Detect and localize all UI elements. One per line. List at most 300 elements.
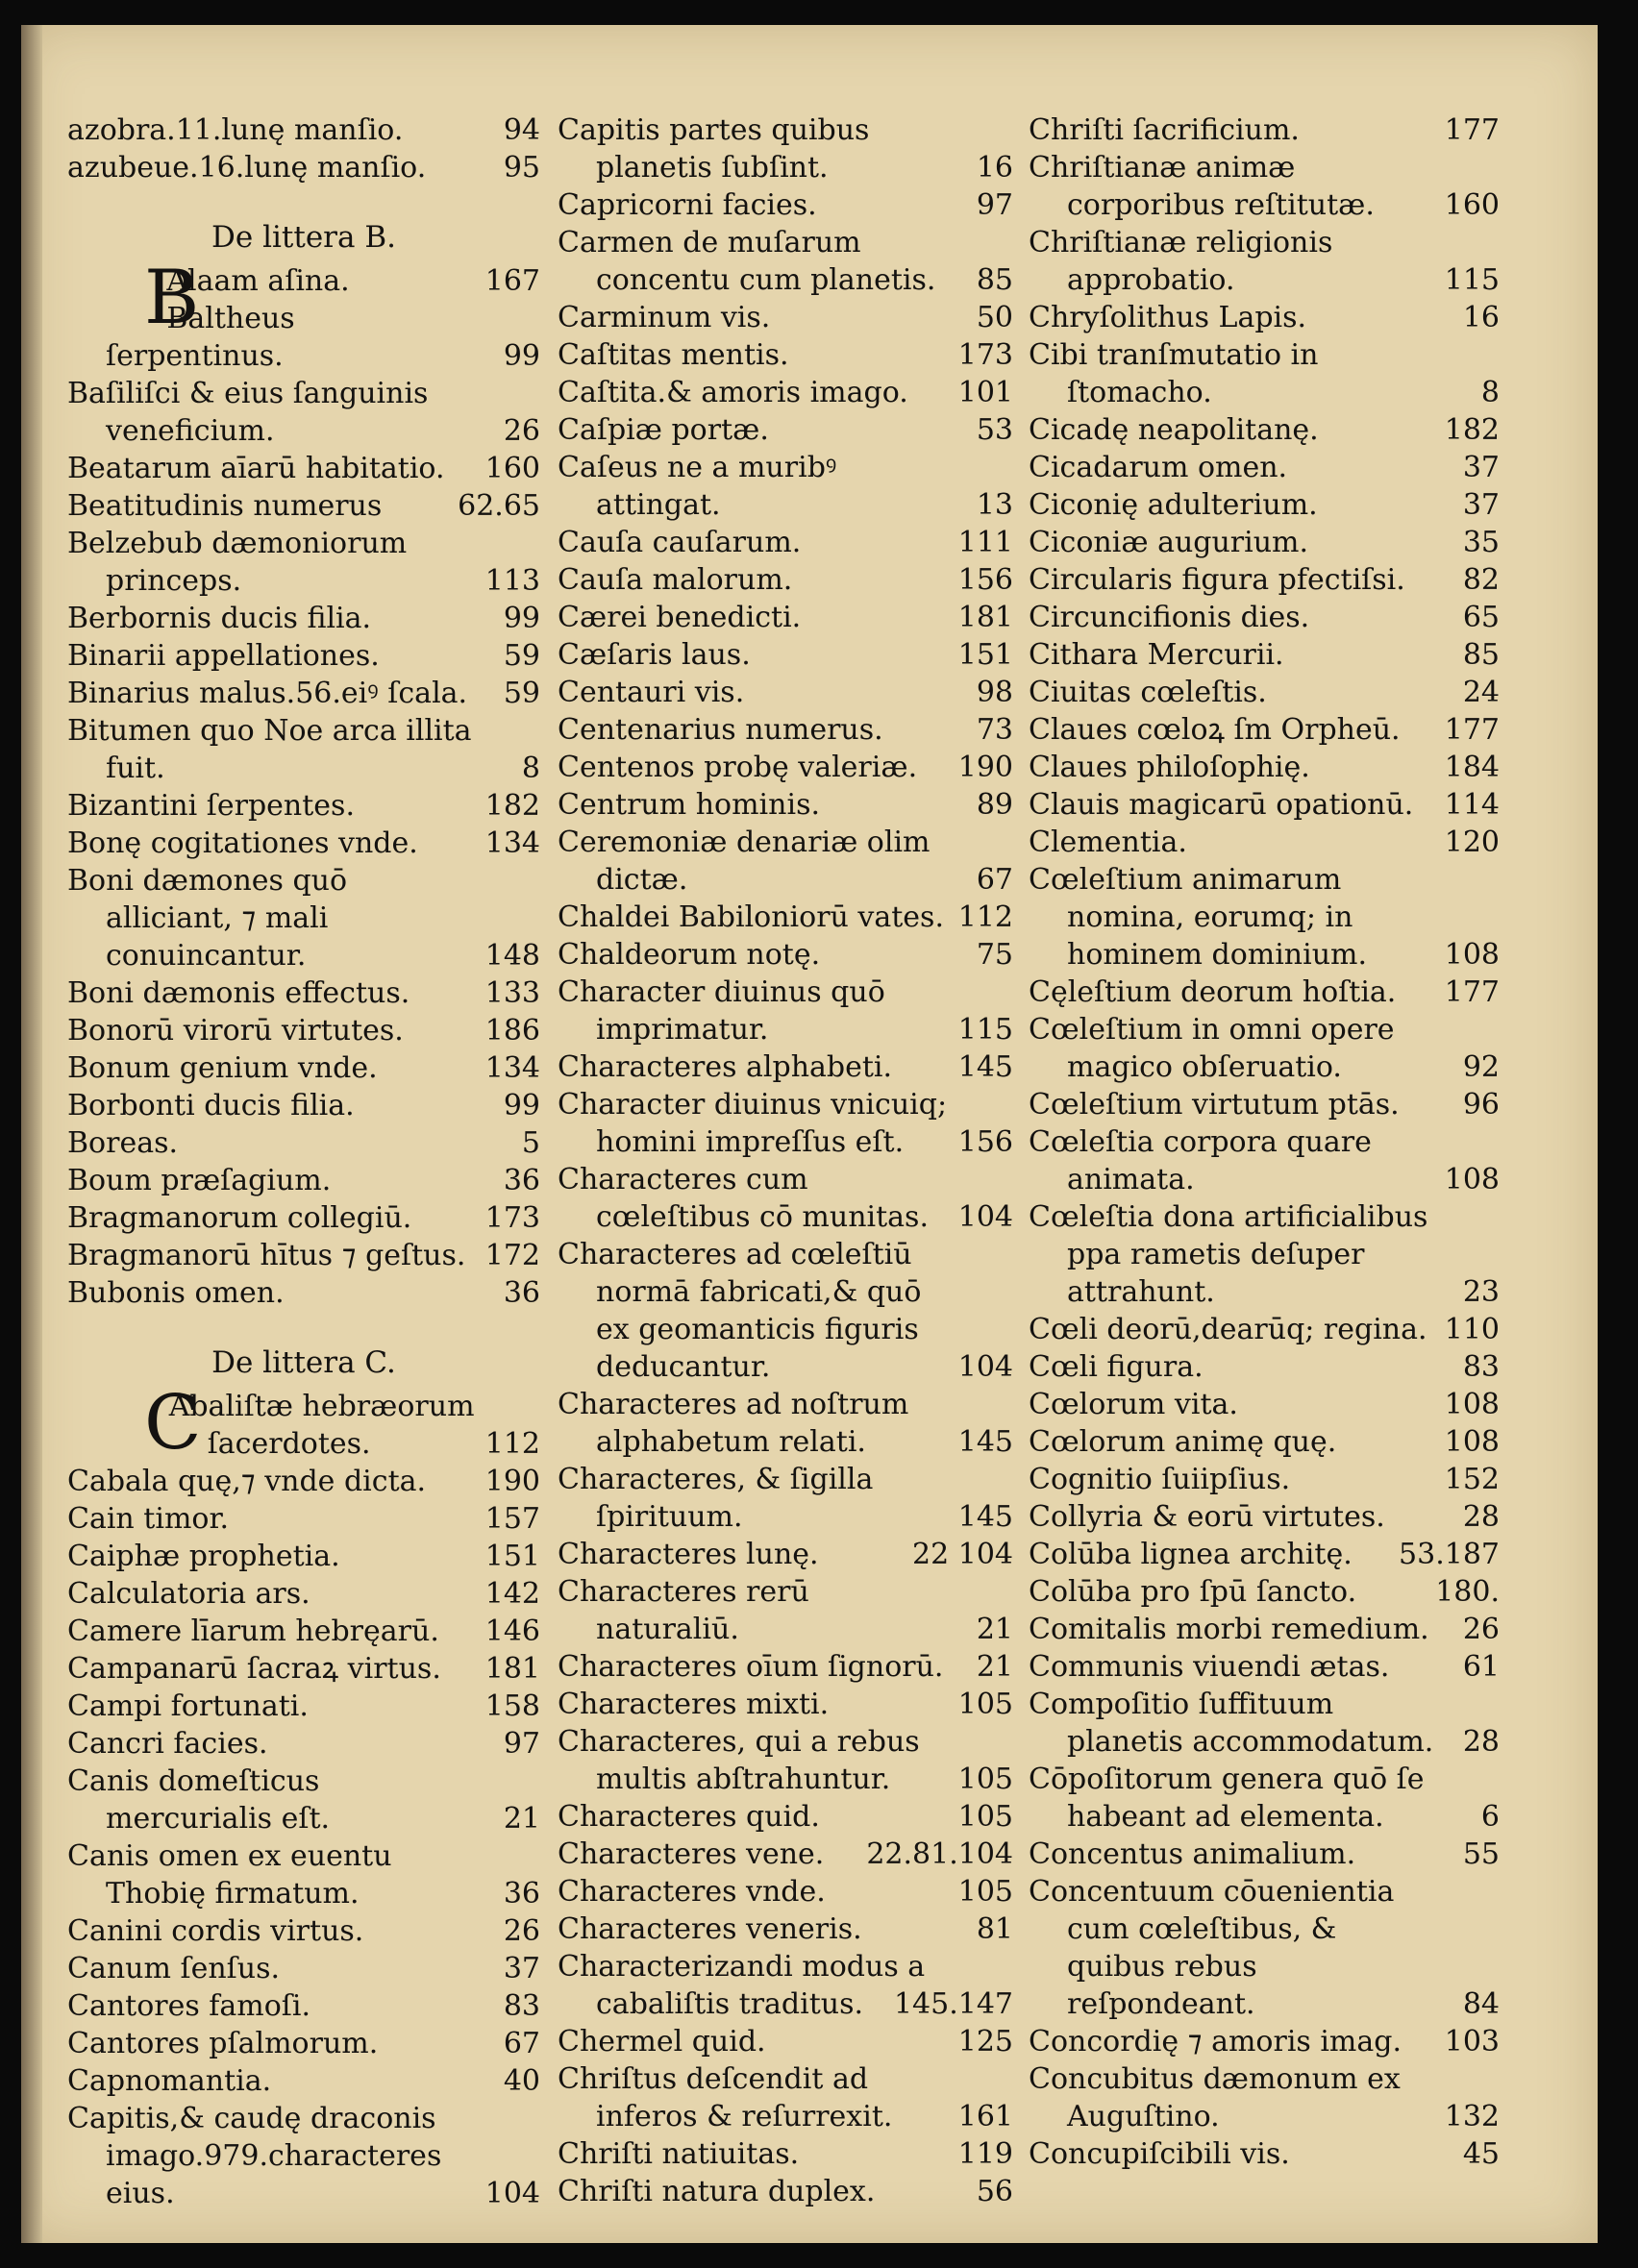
book-page bbox=[21, 25, 1598, 2243]
index-entry bbox=[1029, 1123, 1500, 1198]
entry-text: Boni dæmonis effectus. bbox=[67, 976, 410, 1010]
entry-text: Cœleſtia dona artificialibus ppa rametis deſuper attrahunt. bbox=[1029, 1200, 1428, 1309]
index-entry bbox=[558, 1573, 1013, 1648]
entry-text: Bonum genium vnde. bbox=[67, 1051, 378, 1085]
page-number: 182 bbox=[484, 789, 540, 823]
entry-text: Compoſitio ſuffituum planetis accommodatum. bbox=[1029, 1688, 1434, 1759]
entry-text: Cancri facies. bbox=[67, 1727, 268, 1761]
entry-text: Character diuinus vnicuiq; homini impreſſus eſt. bbox=[558, 1088, 948, 1159]
page-number: 99 bbox=[503, 339, 540, 373]
index-entry bbox=[1029, 486, 1500, 524]
index-entry bbox=[67, 1763, 540, 1837]
page-number: 26 bbox=[1462, 1613, 1500, 1646]
entry-text: Centenarius numerus. bbox=[558, 713, 883, 747]
index-entry bbox=[558, 711, 1013, 749]
index-entry bbox=[1029, 1573, 1500, 1611]
page-number: 108 bbox=[1444, 1425, 1500, 1459]
page-number: 21 bbox=[976, 1650, 1013, 1684]
entry-text: Cœleſtia corpora quare animata. bbox=[1029, 1125, 1372, 1196]
page-number: 83 bbox=[503, 1989, 540, 2023]
entry-text: Chaldeorum notę. bbox=[558, 938, 821, 972]
entry-text: Chriſtianæ animæ corporibus reſtitutæ. bbox=[1029, 151, 1375, 222]
index-entry bbox=[67, 1613, 540, 1650]
index-entry bbox=[558, 1386, 1013, 1461]
index-entry bbox=[67, 712, 540, 787]
page-number: 142 bbox=[484, 1577, 540, 1611]
index-entry bbox=[558, 1161, 1013, 1236]
index-entry bbox=[1029, 1423, 1500, 1461]
page-number: 37 bbox=[503, 1952, 540, 1985]
page-number: 112 bbox=[957, 900, 1013, 934]
index-entry bbox=[1029, 1086, 1500, 1123]
index-entry bbox=[558, 411, 1013, 449]
page-number: 50 bbox=[976, 301, 1013, 334]
entry-text: Cain timor. bbox=[67, 1502, 230, 1536]
page-number: 97 bbox=[976, 188, 1013, 222]
index-entry bbox=[1029, 1611, 1500, 1648]
entry-text: Chriſti natiuitas. bbox=[558, 2137, 800, 2171]
page-number: 8 bbox=[1480, 376, 1500, 409]
page-number: 151 bbox=[957, 638, 1013, 672]
entry-text: Bonę cogitationes vnde. bbox=[67, 826, 418, 860]
index-entry bbox=[67, 1950, 540, 1987]
entry-text: Characteres alphabeti. bbox=[558, 1050, 893, 1084]
index-entry bbox=[558, 749, 1013, 786]
page-number: 104 bbox=[957, 1200, 1013, 1234]
entry-text: Ciconiæ augurium. bbox=[1029, 526, 1309, 559]
entry-text: Binarii appellationes. bbox=[67, 639, 380, 673]
entry-text: Bizantini ſerpentes. bbox=[67, 789, 355, 823]
page-number: 177 bbox=[1444, 713, 1500, 747]
page-number: 26 bbox=[503, 414, 540, 448]
entry-text: Chaldei Babiloniorū vates. bbox=[558, 900, 944, 934]
entry-text: Cœlorum animę quę. bbox=[1029, 1425, 1337, 1459]
entry-text: Characteres vnde. bbox=[558, 1875, 826, 1909]
entry-text: Cantores pſalmorum. bbox=[67, 2027, 379, 2060]
index-entry bbox=[67, 111, 540, 149]
page-number: 133 bbox=[484, 976, 540, 1010]
entry-text: Carmen de muſarum concentu cum planetis. bbox=[558, 226, 936, 297]
page-number: 83 bbox=[1462, 1350, 1500, 1384]
entry-text: Communis viuendi ætas. bbox=[1029, 1650, 1390, 1684]
section-heading: De littera B. bbox=[211, 220, 396, 255]
entry-text: Centenos probę valeriæ. bbox=[558, 751, 918, 784]
page-number: 75 bbox=[976, 938, 1013, 972]
page-number: 101 bbox=[957, 376, 1013, 409]
index-entry bbox=[67, 1538, 540, 1575]
index-entry bbox=[67, 1237, 540, 1274]
index-entry bbox=[558, 786, 1013, 824]
page-number: 104 bbox=[484, 2177, 540, 2210]
page-number: 114 bbox=[1444, 788, 1500, 822]
entry-text: Binarius malus.56.eiꝰ ſcala. bbox=[67, 677, 468, 710]
page-number: 94 bbox=[503, 113, 540, 147]
index-column-1 bbox=[67, 111, 540, 2212]
index-entry bbox=[67, 149, 540, 186]
index-entry bbox=[558, 2023, 1013, 2060]
index-entry bbox=[67, 787, 540, 825]
page-number: 61 bbox=[1462, 1650, 1500, 1684]
page-number: 36 bbox=[503, 1276, 540, 1310]
index-entry bbox=[67, 375, 540, 450]
entry-text: Ciuitas cœleſtis. bbox=[1029, 676, 1267, 709]
index-entry bbox=[558, 1873, 1013, 1911]
entry-text: Characteres quid. bbox=[558, 1800, 820, 1834]
entry-text: Characteres lunę. bbox=[558, 1538, 819, 1571]
index-entry bbox=[1029, 1311, 1500, 1348]
page-number: 151 bbox=[484, 1540, 540, 1573]
book-spine bbox=[21, 25, 42, 2243]
entry-text: Bitumen quo Noe arca illita fuit. bbox=[67, 714, 472, 785]
index-entry bbox=[67, 300, 540, 375]
index-entry bbox=[558, 299, 1013, 336]
page-number: 16 bbox=[1462, 301, 1500, 334]
entry-text: Concordię ⁊ amoris imag. bbox=[1029, 2025, 1402, 2058]
page-number: 181 bbox=[957, 601, 1013, 634]
index-entry bbox=[558, 336, 1013, 374]
page-number: 62.65 bbox=[458, 489, 540, 523]
index-entry bbox=[558, 111, 1013, 186]
entry-text: Canum ſenſus. bbox=[67, 1952, 281, 1985]
page-number: 108 bbox=[1444, 1163, 1500, 1196]
index-entry bbox=[1029, 336, 1500, 411]
entry-text: Cauſa cauſarum. bbox=[558, 526, 802, 559]
index-column-2 bbox=[558, 111, 1013, 2210]
index-entry bbox=[1029, 786, 1500, 824]
index-entry bbox=[558, 1686, 1013, 1723]
entry-text: Bubonis omen. bbox=[67, 1276, 285, 1310]
entry-text: Concupiſcibili vis. bbox=[1029, 2137, 1290, 2171]
entry-text: Ciconię adulterium. bbox=[1029, 488, 1318, 522]
index-entry bbox=[1029, 861, 1500, 974]
page-number: 160 bbox=[484, 452, 540, 485]
page-number: 55 bbox=[1462, 1837, 1500, 1871]
entry-text: Chriſtianæ religionis approbatio. bbox=[1029, 226, 1333, 297]
index-entry bbox=[1029, 1011, 1500, 1086]
entry-text: Centrum hominis. bbox=[558, 788, 821, 822]
page-number: 167 bbox=[484, 264, 540, 298]
page-number: 173 bbox=[484, 1201, 540, 1235]
page-number: 132 bbox=[1444, 2100, 1500, 2133]
entry-text: Caiphæ prophetia. bbox=[67, 1540, 340, 1573]
page-number: 145 bbox=[957, 1500, 1013, 1534]
index-entry bbox=[1029, 1761, 1500, 1836]
entry-text: Cithara Mercurii. bbox=[1029, 638, 1284, 672]
index-entry bbox=[1029, 599, 1500, 636]
index-entry bbox=[1029, 561, 1500, 599]
page-number: 103 bbox=[1444, 2025, 1500, 2058]
page-number: 26 bbox=[503, 1914, 540, 1948]
index-entry bbox=[67, 1500, 540, 1538]
index-entry bbox=[67, 1837, 540, 1912]
page-number: 172 bbox=[484, 1239, 540, 1272]
index-entry bbox=[558, 636, 1013, 674]
page-number: 21 bbox=[503, 1802, 540, 1836]
page-number: 24 bbox=[1462, 676, 1500, 709]
entry-text: Collyria & eorū virtutes. bbox=[1029, 1500, 1385, 1534]
entry-text: Concentuum cōuenientia cum cœleſtibus, & quibus rebus reſpondeant. bbox=[1029, 1875, 1395, 2021]
page-number: 92 bbox=[1462, 1050, 1500, 1084]
entry-text: Canis omen ex euentu Thobię firmatum. bbox=[67, 1839, 392, 1911]
entry-text: Alaam aſina. bbox=[166, 264, 350, 298]
index-entry bbox=[1029, 1386, 1500, 1423]
entry-text: Cicadę neapolitanę. bbox=[1029, 413, 1319, 447]
entry-text: Cœleſtium virtutum ptās. bbox=[1029, 1088, 1400, 1122]
entry-text: Baltheus ſerpentinus. bbox=[106, 302, 295, 373]
index-entry bbox=[558, 899, 1013, 936]
drop-cap: B bbox=[144, 255, 200, 341]
index-entry bbox=[1029, 1836, 1500, 1873]
page-number: 65 bbox=[1462, 601, 1500, 634]
index-entry bbox=[67, 1049, 540, 1087]
entry-text: Circularis figura pfectiſsi. bbox=[1029, 563, 1405, 597]
page-number: 184 bbox=[1444, 751, 1500, 784]
page-number: 99 bbox=[503, 602, 540, 635]
index-entry bbox=[67, 1650, 540, 1688]
entry-text: Concentus animalium. bbox=[1029, 1837, 1356, 1871]
entry-text: Characteres cum cœleſtibus cō munitas. bbox=[558, 1163, 929, 1234]
page-number: 36 bbox=[503, 1164, 540, 1197]
index-entry bbox=[558, 1798, 1013, 1836]
page-number: 115 bbox=[1444, 263, 1500, 297]
index-entry bbox=[558, 2135, 1013, 2173]
page-number: 81 bbox=[976, 1912, 1013, 1946]
page-number: 158 bbox=[484, 1689, 540, 1723]
index-entry bbox=[67, 1087, 540, 1124]
page-number: 108 bbox=[1444, 938, 1500, 972]
page-number: 16 bbox=[976, 151, 1013, 185]
page-number: 182 bbox=[1444, 413, 1500, 447]
index-entry bbox=[558, 374, 1013, 411]
index-entry bbox=[558, 1911, 1013, 1948]
page-number: 45 bbox=[1462, 2137, 1500, 2171]
entry-text: Boum præſagium. bbox=[67, 1164, 332, 1197]
index-entry bbox=[67, 1380, 540, 1467]
entry-text: Cicadarum omen. bbox=[1029, 451, 1288, 484]
entry-text: Bragmanorū hītus ⁊ geſtus. bbox=[67, 1239, 466, 1272]
index-entry bbox=[67, 2062, 540, 2100]
page-number: 40 bbox=[503, 2064, 540, 2098]
index-entry bbox=[558, 224, 1013, 299]
index-entry bbox=[1029, 299, 1500, 336]
index-entry bbox=[1029, 974, 1500, 1011]
page-number: 156 bbox=[957, 1125, 1013, 1159]
entry-text: Chriſtus deſcendit ad inferos & reſurrexit. bbox=[558, 2062, 893, 2133]
page-number: 186 bbox=[484, 1014, 540, 1048]
entry-text: Caſeus ne a muribꝰ attingat. bbox=[558, 451, 837, 522]
page-number: 134 bbox=[484, 1051, 540, 1085]
entry-text: Cibi tranſmutatio in ſtomacho. bbox=[1029, 338, 1319, 409]
index-entry bbox=[67, 2100, 540, 2212]
page-number: 37 bbox=[1462, 451, 1500, 484]
entry-text: Centauri vis. bbox=[558, 676, 745, 709]
index-entry bbox=[558, 974, 1013, 1048]
index-entry bbox=[67, 1274, 540, 1312]
entry-text: Canini cordis virtus. bbox=[67, 1914, 364, 1948]
page-number: 108 bbox=[1444, 1388, 1500, 1421]
index-entry bbox=[1029, 1198, 1500, 1311]
entry-text: Claues philoſophię. bbox=[1029, 751, 1310, 784]
entry-text: Cæſaris laus. bbox=[558, 638, 751, 672]
page-number: 134 bbox=[484, 826, 540, 860]
page-number: 120 bbox=[1444, 826, 1500, 859]
page-number: 105 bbox=[957, 1875, 1013, 1909]
page-number: 104 bbox=[957, 1350, 1013, 1384]
index-entry bbox=[67, 1199, 540, 1237]
page-number: 173 bbox=[957, 338, 1013, 372]
entry-text: Chriſti natura duplex. bbox=[558, 2175, 876, 2208]
entry-text: Caſtita.& amoris imago. bbox=[558, 376, 908, 409]
page-number: 99 bbox=[503, 1089, 540, 1122]
index-entry bbox=[558, 1836, 1013, 1873]
entry-text: Cantores famoſi. bbox=[67, 1989, 311, 2023]
page-number: 59 bbox=[503, 639, 540, 673]
page-number: 156 bbox=[957, 563, 1013, 597]
page-number: 105 bbox=[957, 1763, 1013, 1796]
entry-text: Bonorū virorū virtutes. bbox=[67, 1014, 404, 1048]
page-number: 5 bbox=[521, 1126, 540, 1160]
entry-text: Cœli figura. bbox=[1029, 1350, 1204, 1384]
entry-text: azobra.11.lunę manſio. bbox=[67, 113, 404, 147]
index-entry bbox=[1029, 524, 1500, 561]
index-entry bbox=[558, 2173, 1013, 2210]
index-entry bbox=[1029, 411, 1500, 449]
entry-text: Chermel quid. bbox=[558, 2025, 766, 2058]
entry-text: Characteres vene. bbox=[558, 1837, 825, 1871]
entry-text: Cœleſtium animarum nomina, eorumq; in hominem dominium. bbox=[1029, 863, 1368, 972]
page-number: 113 bbox=[484, 564, 540, 598]
entry-text: Beatarum aīarū habitatio. bbox=[67, 452, 445, 485]
page-number: 152 bbox=[1444, 1463, 1500, 1496]
page-number: 160 bbox=[1444, 188, 1500, 222]
page-number: 6 bbox=[1480, 1800, 1500, 1834]
entry-text: Characteres rerū naturaliū. bbox=[558, 1575, 809, 1646]
index-entry bbox=[67, 487, 540, 525]
index-entry bbox=[1029, 449, 1500, 486]
index-entry bbox=[1029, 2060, 1500, 2135]
index-entry bbox=[67, 1987, 540, 2025]
entry-text: Chriſti ſacrificium. bbox=[1029, 113, 1300, 147]
entry-text: Cærei benedicti. bbox=[558, 601, 802, 634]
entry-text: Characteres oīum ſignorū. bbox=[558, 1650, 944, 1684]
entry-text: Cęleſtium deorum hoſtia. bbox=[1029, 975, 1397, 1009]
index-entry bbox=[558, 936, 1013, 974]
page-number: 105 bbox=[957, 1688, 1013, 1721]
entry-text: Campanarū ſacraꝝ virtus. bbox=[67, 1652, 441, 1686]
page-number: 145 bbox=[957, 1050, 1013, 1084]
index-entry bbox=[558, 449, 1013, 524]
index-entry bbox=[67, 1162, 540, 1199]
entry-text: Belzebub dæmoniorum princeps. bbox=[67, 527, 408, 598]
index-entry bbox=[67, 637, 540, 675]
index-entry bbox=[67, 1463, 540, 1500]
index-entry bbox=[558, 1048, 1013, 1086]
entry-text: Canis domeſticus mercurialis eſt. bbox=[67, 1764, 331, 1836]
index-entry bbox=[1029, 636, 1500, 674]
page-number: 181 bbox=[484, 1652, 540, 1686]
page-number: 21 bbox=[976, 1613, 1013, 1646]
page-number: 145.147 bbox=[893, 1987, 1013, 2021]
entry-text: Cœlorum vita. bbox=[1029, 1388, 1238, 1421]
index-entry bbox=[1029, 1348, 1500, 1386]
entry-text: Cœleſtium in omni opere magico obſeruatio. bbox=[1029, 1013, 1395, 1084]
entry-text: Capitis,& caudę draconis imago.979.characteres eius. bbox=[67, 2102, 442, 2210]
entry-text: Colūba pro ſpū ſancto. bbox=[1029, 1575, 1357, 1609]
index-entry bbox=[1029, 1461, 1500, 1498]
index-entry bbox=[67, 525, 540, 600]
entry-text: Characteres veneris. bbox=[558, 1912, 862, 1946]
page-number: 89 bbox=[976, 788, 1013, 822]
index-entry bbox=[558, 1648, 1013, 1686]
index-entry bbox=[558, 561, 1013, 599]
index-entry bbox=[67, 2025, 540, 2062]
entry-text: Caſpiæ portæ. bbox=[558, 413, 769, 447]
index-entry bbox=[1029, 111, 1500, 149]
index-entry bbox=[67, 600, 540, 637]
index-entry bbox=[558, 186, 1013, 224]
page-number: 190 bbox=[484, 1465, 540, 1498]
page-number: 59 bbox=[503, 677, 540, 710]
page-number: 8 bbox=[521, 752, 540, 785]
page-number: 161 bbox=[957, 2100, 1013, 2133]
index-entry bbox=[558, 1461, 1013, 1536]
entry-text: Cabala quę,⁊ vnde dicta. bbox=[67, 1465, 427, 1498]
page-number: 125 bbox=[957, 2025, 1013, 2058]
index-entry bbox=[67, 1575, 540, 1613]
entry-text: Characteres, qui a rebus multis abſtrahuntur. bbox=[558, 1725, 920, 1796]
page-number: 148 bbox=[484, 939, 540, 973]
entry-text: Capnomantia. bbox=[67, 2064, 272, 2098]
entry-text: Beatitudinis numerus bbox=[67, 489, 383, 523]
page-number: 96 bbox=[1462, 1088, 1500, 1122]
index-entry bbox=[67, 974, 540, 1012]
index-entry bbox=[558, 1086, 1013, 1161]
page-number: 119 bbox=[957, 2137, 1013, 2171]
index-entry bbox=[1029, 1873, 1500, 2023]
page-number: 85 bbox=[976, 263, 1013, 297]
entry-text: Colūba lignea architę. bbox=[1029, 1538, 1353, 1571]
entry-text: Characteres, & ſigilla ſpirituum. bbox=[558, 1463, 874, 1534]
entry-text: Berbornis ducis filia. bbox=[67, 602, 372, 635]
index-entry bbox=[67, 1012, 540, 1049]
page-number: 84 bbox=[1462, 1987, 1500, 2021]
entry-text: Campi fortunati. bbox=[67, 1689, 309, 1723]
index-entry bbox=[67, 1725, 540, 1763]
index-entry bbox=[558, 1723, 1013, 1798]
entry-text: Concubitus dæmonum ex Auguſtino. bbox=[1029, 2062, 1401, 2133]
index-entry bbox=[67, 825, 540, 862]
entry-text: Borbonti ducis filia. bbox=[67, 1089, 355, 1122]
page-number: 53.187 bbox=[1399, 1538, 1500, 1571]
entry-text: azubeue.16.lunę manſio. bbox=[67, 151, 427, 185]
index-column-3 bbox=[1029, 111, 1500, 2173]
page-number: 177 bbox=[1444, 113, 1500, 147]
entry-text: Comitalis morbi remedium. bbox=[1029, 1613, 1429, 1646]
page-number: 36 bbox=[503, 1877, 540, 1911]
page-number: 145 bbox=[957, 1425, 1013, 1459]
entry-text: Characterizandi modus a cabaliſtis traditus. bbox=[558, 1950, 926, 2021]
page-number: 67 bbox=[976, 863, 1013, 897]
entry-text: Cognitio ſuiipſius. bbox=[1029, 1463, 1291, 1496]
entry-text: Capitis partes quibus planetis ſubſint. bbox=[558, 113, 870, 185]
index-entry bbox=[1029, 824, 1500, 861]
index-entry bbox=[67, 675, 540, 712]
entry-text: Boreas. bbox=[67, 1126, 179, 1160]
index-entry bbox=[558, 1236, 1013, 1386]
page-number: 95 bbox=[503, 151, 540, 185]
page-number: 177 bbox=[1444, 975, 1500, 1009]
index-entry bbox=[67, 862, 540, 974]
